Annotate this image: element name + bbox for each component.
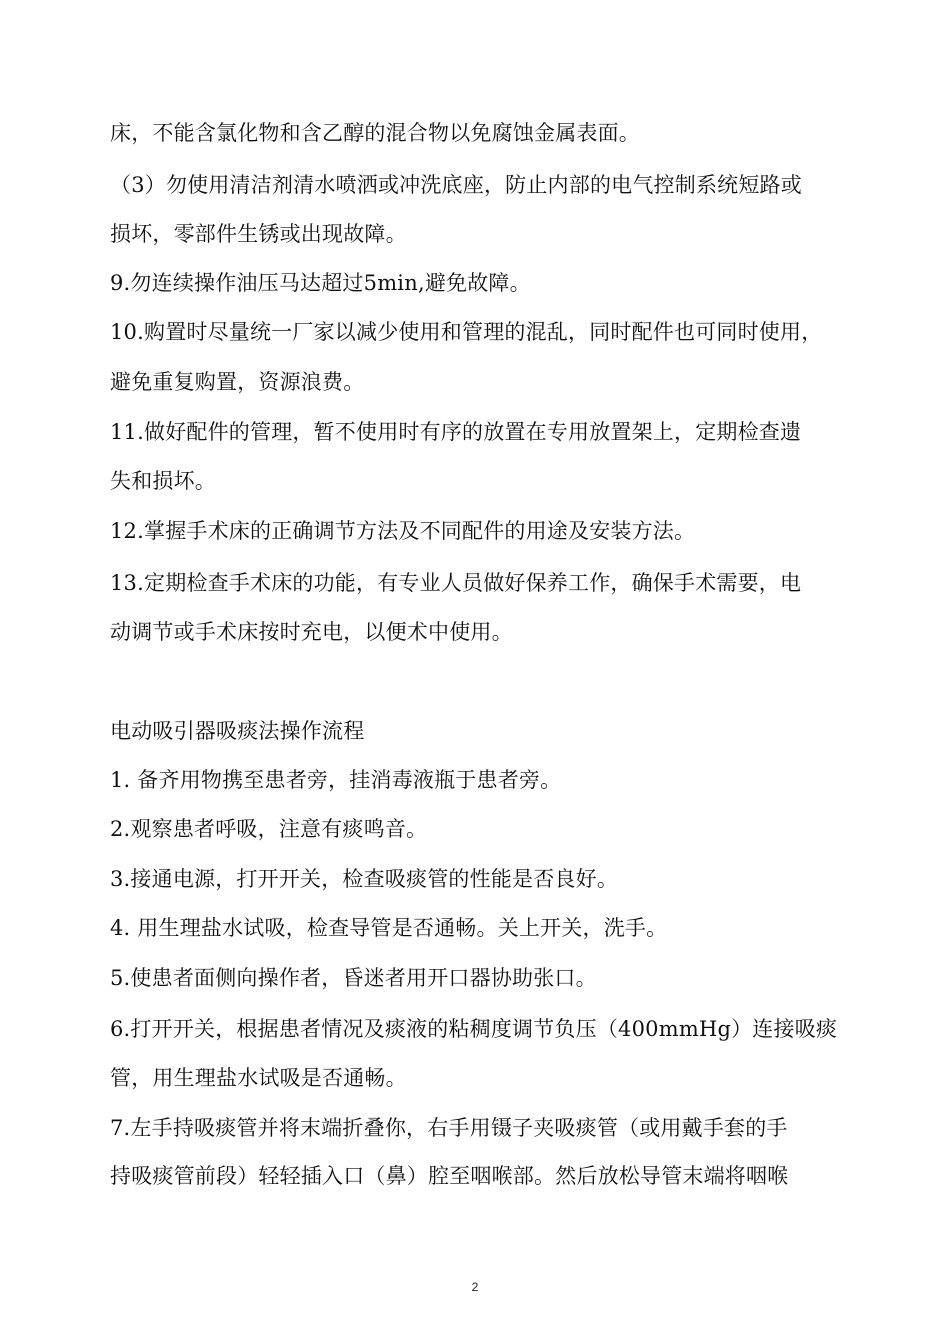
text-line: 9.勿连续操作油压马达超过5min,避免故障。	[110, 271, 531, 295]
section-title: 电动吸引器吸痰法操作流程	[110, 719, 365, 743]
text-line: 4. 用生理盐水试吸，检查导管是否通畅。关上开关，洗手。	[110, 916, 668, 940]
text-line: 床，不能含氯化物和含乙醇的混合物以免腐蚀金属表面。	[110, 121, 640, 145]
text-line: 动调节或手术床按时充电，以便术中使用。	[110, 620, 513, 644]
text-line: 10.购置时尽量统一厂家以减少使用和管理的混乱，同时配件也可同时使用，	[110, 320, 823, 344]
text-line: 3.接通电源，打开开关，检查吸痰管的性能是否良好。	[110, 867, 619, 891]
text-line: 5.使患者面侧向操作者，昏迷者用开口器协助张口。	[110, 966, 597, 990]
page-number: 2	[471, 1280, 479, 1294]
text-line: 损坏，零部件生锈或出现故障。	[110, 222, 407, 246]
text-line: 11.做好配件的管理，暂不使用时有序的放置在专用放置架上，定期检查遗	[110, 420, 802, 444]
text-line: 2.观察患者呼吸，注意有痰鸣音。	[110, 817, 428, 841]
text-line: 7.左手持吸痰管并将末端折叠你，右手用镊子夹吸痰管（或用戴手套的手	[110, 1116, 788, 1140]
text-line: 避免重复购置，资源浪费。	[110, 370, 365, 394]
text-line: 12.掌握手术床的正确调节方法及不同配件的用途及安装方法。	[110, 519, 696, 543]
text-line: 6.打开开关，根据患者情况及痰液的粘稠度调节负压（400mmHg）连接吸痰	[110, 1017, 838, 1041]
text-line: 13.定期检查手术床的功能，有专业人员做好保养工作，确保手术需要，电	[110, 571, 802, 595]
text-line: 管，用生理盐水试吸是否通畅。	[110, 1066, 407, 1090]
text-line: 持吸痰管前段）轻轻插入口（鼻）腔至咽喉部。然后放松导管末端将咽喉	[110, 1164, 789, 1188]
text-line: 失和损坏。	[110, 469, 216, 493]
text-line: 1. 备齐用物携至患者旁，挂消毒液瓶于患者旁。	[110, 768, 562, 792]
text-line: （3）勿使用清洁剂清水喷洒或冲洗底座，防止内部的电气控制系统短路或	[110, 173, 802, 197]
